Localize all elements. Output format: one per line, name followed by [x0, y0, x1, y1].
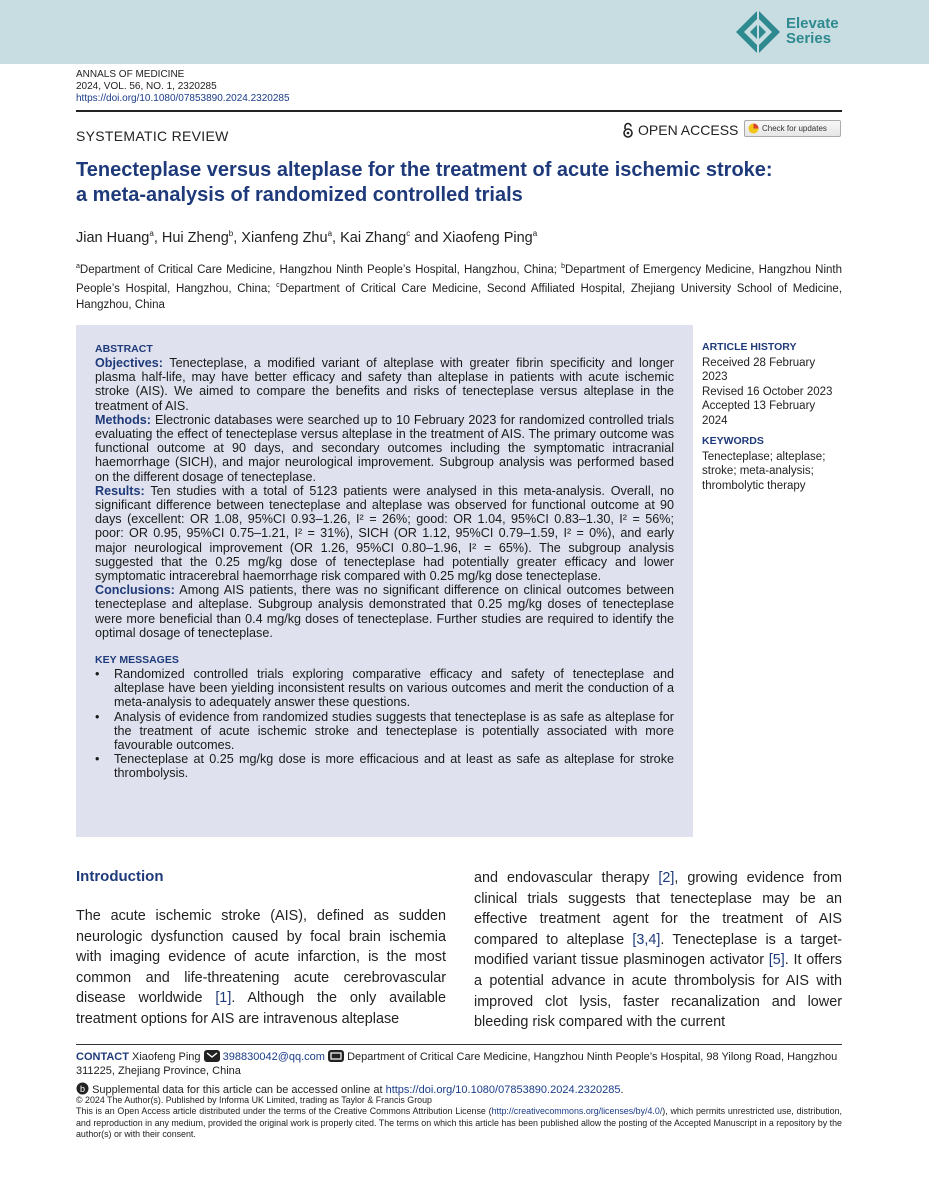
email-icon [204, 1050, 220, 1062]
abstract-results: Results: Ten studies with a total of 5123 patients were analysed in this meta-analysis. Overall, no significant difference between tenecteplase and alteplase was observed for functional outcome at 90 days (excellent: OR 1.08, 95%CI 0.93–1.26, I² = 26%; good: OR 1.04, 95%CI 0.83–1.30, I² = 56%; poor: OR 0.95, 95%CI 0.75–1.21, I² = 31%), SICH (OR 1.12, 95%CI 0.79–1.59, I² = 0%), and early major neurological improvement (OR 1.26, 95%CI 0.80–1.96, I² = 65%). The subgroup analysis suggested that the 0.25 mg/kg dose of tenecteplase had potentially greater efficacy and lower symptomatic intracerebral haemorrhage risk compared with 0.25 mg/kg dose tenecteplase. [95, 483, 674, 584]
affiliation-text: Department of Critical Care Medicine, Second Affiliated Hospital, Zhejiang University School of Medicine, Hangzhou, China [76, 283, 843, 311]
journal-info [76, 69, 290, 105]
author-affiliation-mark: c [406, 229, 411, 238]
article-title: Tenecteplase versus alteplase for the treatment of acute ischemic stroke: a meta-analysis of randomized controlled trials [76, 159, 773, 206]
abstract-heading: ABSTRACT [95, 343, 153, 355]
reference-link[interactable]: [5] [768, 952, 785, 969]
author-affiliation-mark: b [228, 229, 234, 238]
article-history-heading: ARTICLE HISTORY [702, 341, 797, 353]
key-message-item: • Analysis of evidence from randomized studies suggests that tenecteplase is as safe as alteplase for the treatment of acute ischemic stroke and tenecteplase is potentially associated with more favourable outcomes. [95, 710, 674, 753]
affiliations [76, 259, 842, 313]
article-history [702, 340, 842, 428]
check-updates-icon [748, 123, 759, 134]
author-affiliation-mark: a [149, 229, 154, 238]
article-type: SYSTEMATIC REVIEW [76, 128, 229, 144]
reference-link[interactable]: [3,4] [632, 931, 661, 948]
received-date: Received 28 February 2023 [702, 356, 816, 383]
author-name: Jian Huang [76, 229, 150, 246]
affiliation-mark: a [76, 263, 80, 270]
reference-link[interactable]: [2] [658, 870, 675, 886]
keywords-text: Tenecteplase; alteplase; stroke; meta-analysis; thrombolytic therapy [702, 450, 826, 492]
affiliation-text: Department of Critical Care Medicine, Hangzhou Ninth People’s Hospital, Hangzhou, China; [79, 263, 562, 276]
affiliation-text: Department of Emergency Medicine, Hangzhou Ninth People’s Hospital, Hangzhou, China; [76, 263, 842, 296]
open-lock-icon [622, 122, 634, 138]
address-icon [328, 1050, 344, 1062]
key-messages-list [95, 667, 674, 781]
key-message-item: • Tenecteplase at 0.25 mg/kg dose is more efficacious and at least as safe as alteplase for stroke thrombolysis. [95, 752, 674, 780]
header-divider [76, 110, 842, 112]
contact-name: Xiaofeng Ping [132, 1051, 201, 1063]
revised-date: Revised 16 October 2023 [702, 385, 833, 398]
reference-link[interactable]: [1] [215, 990, 232, 1007]
svg-text:b: b [79, 1084, 86, 1094]
abstract-conclusions: Conclusions: Among AIS patients, there was no significant difference on clinical outcomes between tenecteplase and alteplase. Subgroup analysis demonstrated that 0.25 mg/kg doses of tenecteplase were more beneficial than 0.4 mg/kg doses of tenecteplase. Further studies are required to identify the optimal dosage of tenecteplase. [95, 583, 674, 640]
accepted-date: Accepted 13 February 2024 [702, 400, 816, 427]
check-updates-label: Check for updates [762, 124, 827, 133]
contact-info [76, 1050, 842, 1078]
key-messages-heading: KEY MESSAGES [95, 654, 179, 667]
author-affiliation-mark: a [327, 229, 333, 238]
author-name: Kai Zhang [340, 229, 407, 246]
contact-address: Department of Critical Care Medicine, Hangzhou Ninth People’s Hospital, 98 Yilong Road, Hangzhou 311225, Zhejiang Province, China [76, 1051, 838, 1077]
contact-email-link[interactable]: 398830042@qq.com [222, 1051, 325, 1063]
author-affiliation-mark: a [532, 229, 538, 238]
license-text: This is an Open Access article distributed under the terms of the Creative Commons Attribution License (http://creativecommons.org/licenses/by/4.0/), which permits unrestricted use, distribution, and reproduction in any medium, provided the original work is properly cited. The terms on which this article has been published allow the posting of the Accepted Manuscript in a repository by the author(s) or with their consent. [76, 1106, 842, 1140]
keywords-heading: KEYWORDS [702, 435, 764, 447]
introduction-heading: Introduction [76, 868, 164, 885]
supplemental-icon [76, 1082, 89, 1095]
check-for-updates-button[interactable] [744, 120, 841, 137]
introduction-column-right: and endovascular therapy [2], growing evidence from clinical trials suggests that tenecteplase may be an effective treatment agent for the treatment of AIS compared to alteplase [3,4]. Tenecteplase is a target-modified variant tissue plasminogen activator [5]. It offers a potential advance in acute thrombolysis for AIS with improved clot lysis, faster recanalization and lower bleeding risk compared with the current [474, 870, 843, 1031]
author-name: Xianfeng Zhu [241, 229, 328, 246]
supplemental-data: b Supplemental data for this article can be accessed online at https://doi.org/10.1080/07853890.2024.2320285. [76, 1082, 842, 1097]
open-access-label: OPEN ACCESS [638, 122, 739, 138]
copyright-line: © 2024 The Author(s). Published by Informa UK Limited, trading as Taylor & Francis Group [76, 1095, 432, 1105]
elevate-series-wordmark: Elevate Series [786, 15, 839, 47]
keywords [702, 434, 842, 493]
contact-label: CONTACT [76, 1051, 129, 1063]
affiliation-mark: c [276, 282, 280, 290]
author-list: Jian Huang$^a$, Hui Zheng$^b$, Xianfeng Zhu$^a$, Kai Zhang$^c$ and Xiaofeng Ping$^a$ [76, 229, 538, 246]
copyright-notice [76, 1095, 842, 1141]
abstract-methods: Methods: Electronic databases were searched up to 10 February 2023 for randomized controlled trials evaluating the effect of tenecteplase versus alteplase in the treatment of AIS. The primary outcome was functional outcome at 90 days, and secondary outcomes including the symptomatic intracranial haemorrhage (SICH), and major neurological improvement. Subgroup analysis was performed based on the different dosage of tenecteplase. [95, 412, 674, 484]
journal-volume: 2024, VOL. 56, NO. 1, 2320285 [76, 81, 217, 92]
footer-divider [76, 1044, 842, 1045]
license-link[interactable]: http://creativecommons.org/licenses/by/4.0/ [491, 1106, 663, 1117]
introduction-column-left: The acute ischemic stroke (AIS), defined as sudden neurologic dysfunction caused by focal brain ischemia with imaging evidence of acute infarction, is the most common and life-threatening acute cerebrovascular disease worldwide [1]. Although the only available treatment options for AIS are intravenous alteplase [76, 908, 446, 1027]
abstract-objectives: Objectives: Tenecteplase, a modified variant of alteplase with greater fibrin specificity and longer plasma half-life, may have better efficacy and safety than alteplase in patients with acute ischemic stroke (AIS). We aimed to compare the benefits and risks of tenecteplase versus alteplase in the treatment of AIS. [95, 356, 674, 413]
author-name: Hui Zheng [161, 229, 229, 246]
abstract-box [76, 325, 693, 837]
key-message-item: • Randomized controlled trials exploring comparative efficacy and safety of tenecteplase and alteplase have been yielding inconsistent results on various outcomes and merit the conduction of a meta-analysis to adequately answer these questions. [95, 667, 674, 710]
author-name: Xiaofeng Ping [442, 229, 533, 246]
journal-doi-link[interactable]: https://doi.org/10.1080/07853890.2024.2320285 [76, 93, 290, 104]
supplemental-link[interactable]: https://doi.org/10.1080/07853890.2024.2320285 [385, 1084, 621, 1096]
open-access-badge [622, 122, 738, 138]
affiliation-mark: b [561, 263, 565, 270]
journal-name: ANNALS OF MEDICINE [76, 69, 185, 80]
